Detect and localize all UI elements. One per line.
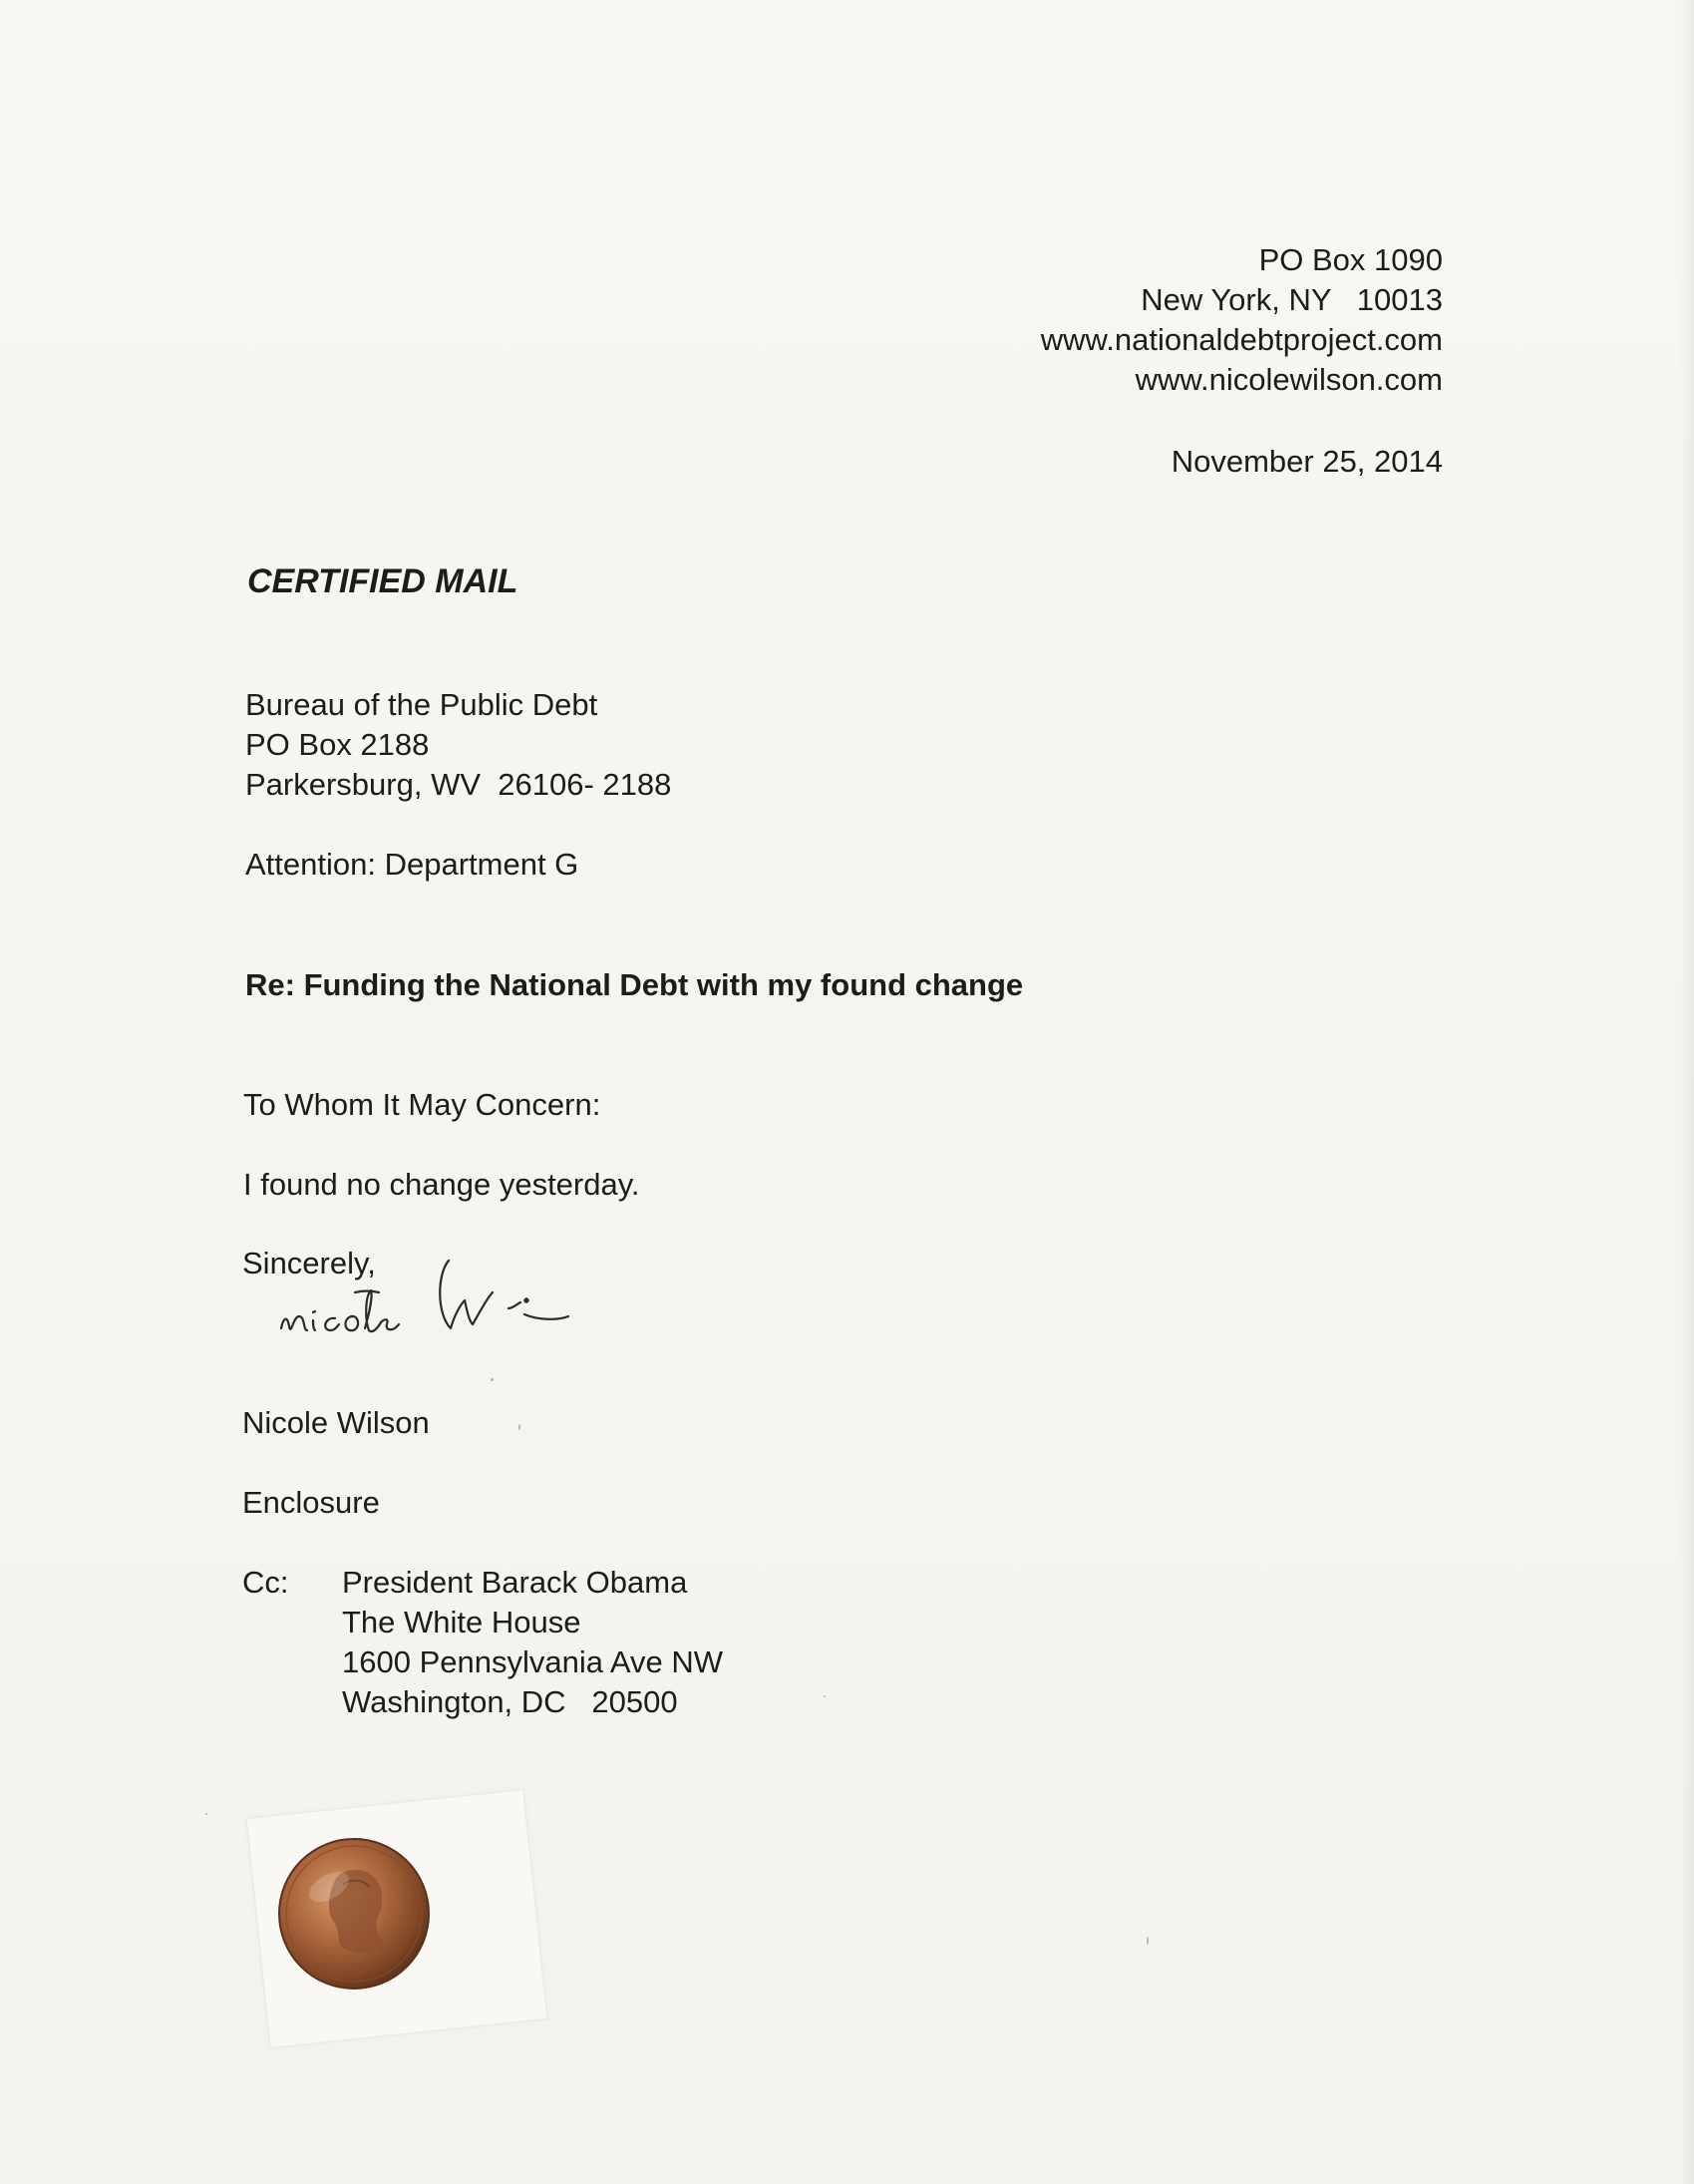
page-edge-shadow <box>1680 0 1694 2184</box>
cc-line: Washington, DC 20500 <box>342 1684 678 1719</box>
salutation: To Whom It May Concern: <box>243 1087 601 1122</box>
paper-speck <box>1147 1937 1149 1945</box>
return-address-line: PO Box 1090 <box>1258 242 1443 277</box>
enclosure-note: Enclosure <box>242 1485 380 1520</box>
return-address-website: www.nationaldebtproject.com <box>1040 322 1443 357</box>
paper-speck <box>205 1813 207 1815</box>
recipient-line: Bureau of the Public Debt <box>245 687 598 722</box>
handwritten-signature <box>269 1245 648 1364</box>
subject-line: Re: Funding the National Debt with my found change <box>245 967 1024 1002</box>
return-address-website: www.nicolewilson.com <box>1135 362 1443 397</box>
paper-speck <box>518 1424 520 1430</box>
letter-date: November 25, 2014 <box>1171 444 1443 479</box>
cc-line: President Barack Obama <box>342 1565 688 1600</box>
return-address-line: New York, NY 10013 <box>1141 282 1443 317</box>
recipient-line: PO Box 2188 <box>245 727 430 762</box>
signer-name: Nicole Wilson <box>242 1405 430 1440</box>
letter-body: I found no change yesterday. <box>243 1167 640 1202</box>
return-address <box>1041 240 1443 400</box>
cc-line: 1600 Pennsylvania Ave NW <box>342 1644 723 1679</box>
paper-speck <box>491 1378 494 1381</box>
recipient-line: Parkersburg, WV 26106- 2188 <box>245 767 672 802</box>
paper-speck <box>824 1695 826 1697</box>
cc-address <box>342 1563 723 1722</box>
penny-coin <box>277 1837 431 1991</box>
cc-label: Cc: <box>242 1565 289 1600</box>
certified-mail-heading: CERTIFIED MAIL <box>247 562 518 600</box>
attention-line: Attention: Department G <box>245 847 579 882</box>
closing: Sincerely, <box>242 1246 376 1280</box>
cc-line: The White House <box>342 1605 581 1639</box>
recipient-address <box>245 685 671 805</box>
